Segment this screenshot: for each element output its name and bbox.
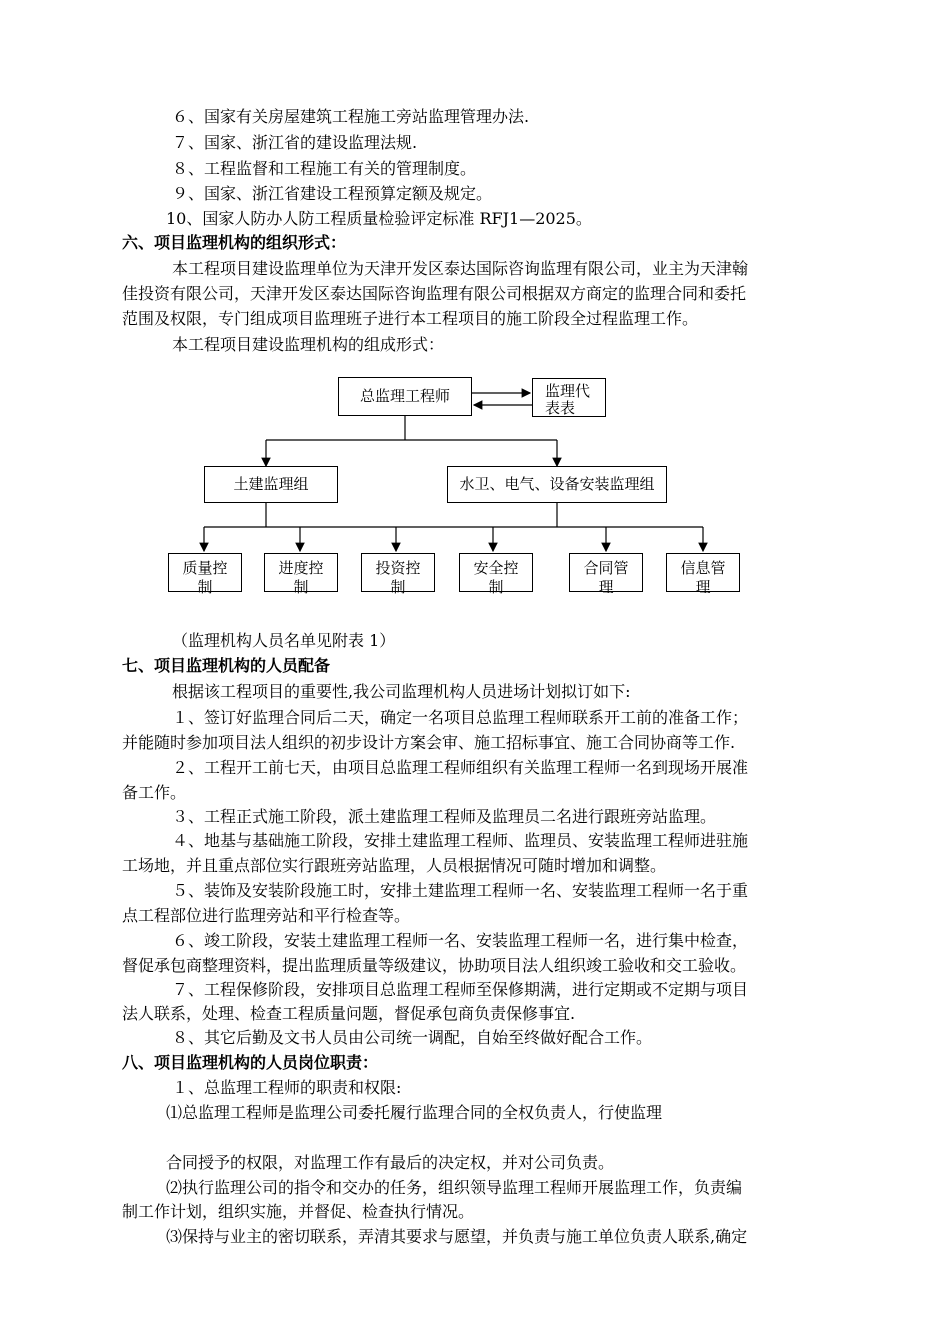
paragraph-line: ⑵执行监理公司的指令和交办的任务，组织领导监理工程师开展监理工作，负责编 xyxy=(166,1178,743,1197)
paragraph-line: ６、竣工阶段，安装土建监理工程师一名、安装监理工程师一名，进行集中检查， xyxy=(172,931,749,950)
org-task-box: 投资控制 xyxy=(361,553,435,592)
list-item: ７、国家、浙江省的建设监理法规. xyxy=(172,133,418,152)
org-task-box: 进度控制 xyxy=(264,553,338,592)
paragraph-line: ８、其它后勤及文书人员由公司统一调配，自始至终做好配合工作。 xyxy=(172,1028,653,1047)
paragraph-line: 督促承包商整理资料，提出监理质量等级建议，协助项目法人组织竣工验收和交工验收。 xyxy=(122,956,747,975)
paragraph-line: ２、工程开工前七天，由项目总监理工程师组织有关监理工程师一名到现场开展准 xyxy=(172,758,749,777)
list-item: ９、国家、浙江省建设工程预算定额及规定。 xyxy=(172,184,493,203)
org-rep-box: 监理代表表 xyxy=(532,378,606,417)
list-item: ６、国家有关房屋建筑工程施工旁站监理管理办法. xyxy=(172,107,530,126)
paragraph-line: ７、工程保修阶段，安排项目总监理工程师至保修期满，进行定期或不定期与项目 xyxy=(172,980,749,999)
paragraph-line: 制工作计划，组织实施，并督促、检查执行情况。 xyxy=(122,1202,475,1221)
paragraph-line: ⑴总监理工程师是监理公司委托履行监理合同的全权负责人，行使监理 xyxy=(166,1103,663,1122)
paragraph-line: １、总监理工程师的职责和权限: xyxy=(172,1078,402,1097)
org-chief-box: 总监理工程师 xyxy=(338,377,472,416)
org-task-box: 信息管理 xyxy=(666,553,740,592)
paragraph-line: 点工程部位进行监理旁站和平行检查等。 xyxy=(122,906,411,925)
org-task-box: 安全控制 xyxy=(459,553,533,592)
paragraph-line: 根据该工程项目的重要性,我公司监理机构人员进场计划拟订如下: xyxy=(172,682,631,701)
section-heading: 七、项目监理机构的人员配备 xyxy=(122,656,331,675)
paragraph-line: 本工程项目建设监理机构的组成形式： xyxy=(172,335,445,354)
paragraph-line: 法人联系，处理、检查工程质量问题，督促承包商负责保修事宜. xyxy=(122,1004,576,1023)
org-civil-group-box: 土建监理组 xyxy=(204,466,338,503)
paragraph-line: 备工作。 xyxy=(122,783,187,802)
org-chart-connectors xyxy=(0,0,950,620)
paragraph-line: 合同授予的权限，对监理工作有最后的决定权，并对公司负责。 xyxy=(166,1153,615,1172)
paragraph-line: ⑶保持与业主的密切联系，弄清其要求与愿望，并负责与施工单位负责人联系,确定 xyxy=(166,1227,748,1246)
list-item: 10、国家人防办人防工程质量检验评定标准 RFJ1—2025。 xyxy=(166,209,592,228)
paragraph-line: ３、工程正式施工阶段，派土建监理工程师及监理员二名进行跟班旁站监理。 xyxy=(172,807,717,826)
org-task-box: 合同管理 xyxy=(569,553,643,592)
paragraph-line: １、签订好监理合同后二天，确定一名项目总监理工程师联系开工前的准备工作； xyxy=(172,708,749,727)
section-heading: 六、项目监理机构的组织形式： xyxy=(122,233,347,252)
paragraph-line: 工场地，并且重点部位实行跟班旁站监理，人员根据情况可随时增加和调整。 xyxy=(122,856,667,875)
org-task-box: 质量控制 xyxy=(168,553,242,592)
org-chart-note: （监理机构人员名单见附表 1） xyxy=(172,631,396,650)
section-heading: 八、项目监理机构的人员岗位职责： xyxy=(122,1053,379,1072)
paragraph-line: 范围及权限，专门组成项目监理班子进行本工程项目的施工阶段全过程监理工作。 xyxy=(122,309,699,328)
paragraph-line: 并能随时参加项目法人组织的初步设计方案会审、施工招标事宜、施工合同协商等工作. xyxy=(122,733,736,752)
paragraph-line: ５、装饰及安装阶段施工时，安排土建监理工程师一名、安装监理工程师一名于重 xyxy=(172,881,749,900)
paragraph-line: ４、地基与基础施工阶段，安排土建监理工程师、监理员、安装监理工程师进驻施 xyxy=(172,831,749,850)
list-item: ８、工程监督和工程施工有关的管理制度。 xyxy=(172,159,477,178)
paragraph-line: 佳投资有限公司，天津开发区泰达国际咨询监理有限公司根据双方商定的监理合同和委托 xyxy=(122,284,747,303)
org-install-group-box: 水卫、电气、设备安装监理组 xyxy=(447,466,667,503)
paragraph-line: 本工程项目建设监理单位为天津开发区泰达国际咨询监理有限公司，业主为天津翰 xyxy=(172,259,749,278)
